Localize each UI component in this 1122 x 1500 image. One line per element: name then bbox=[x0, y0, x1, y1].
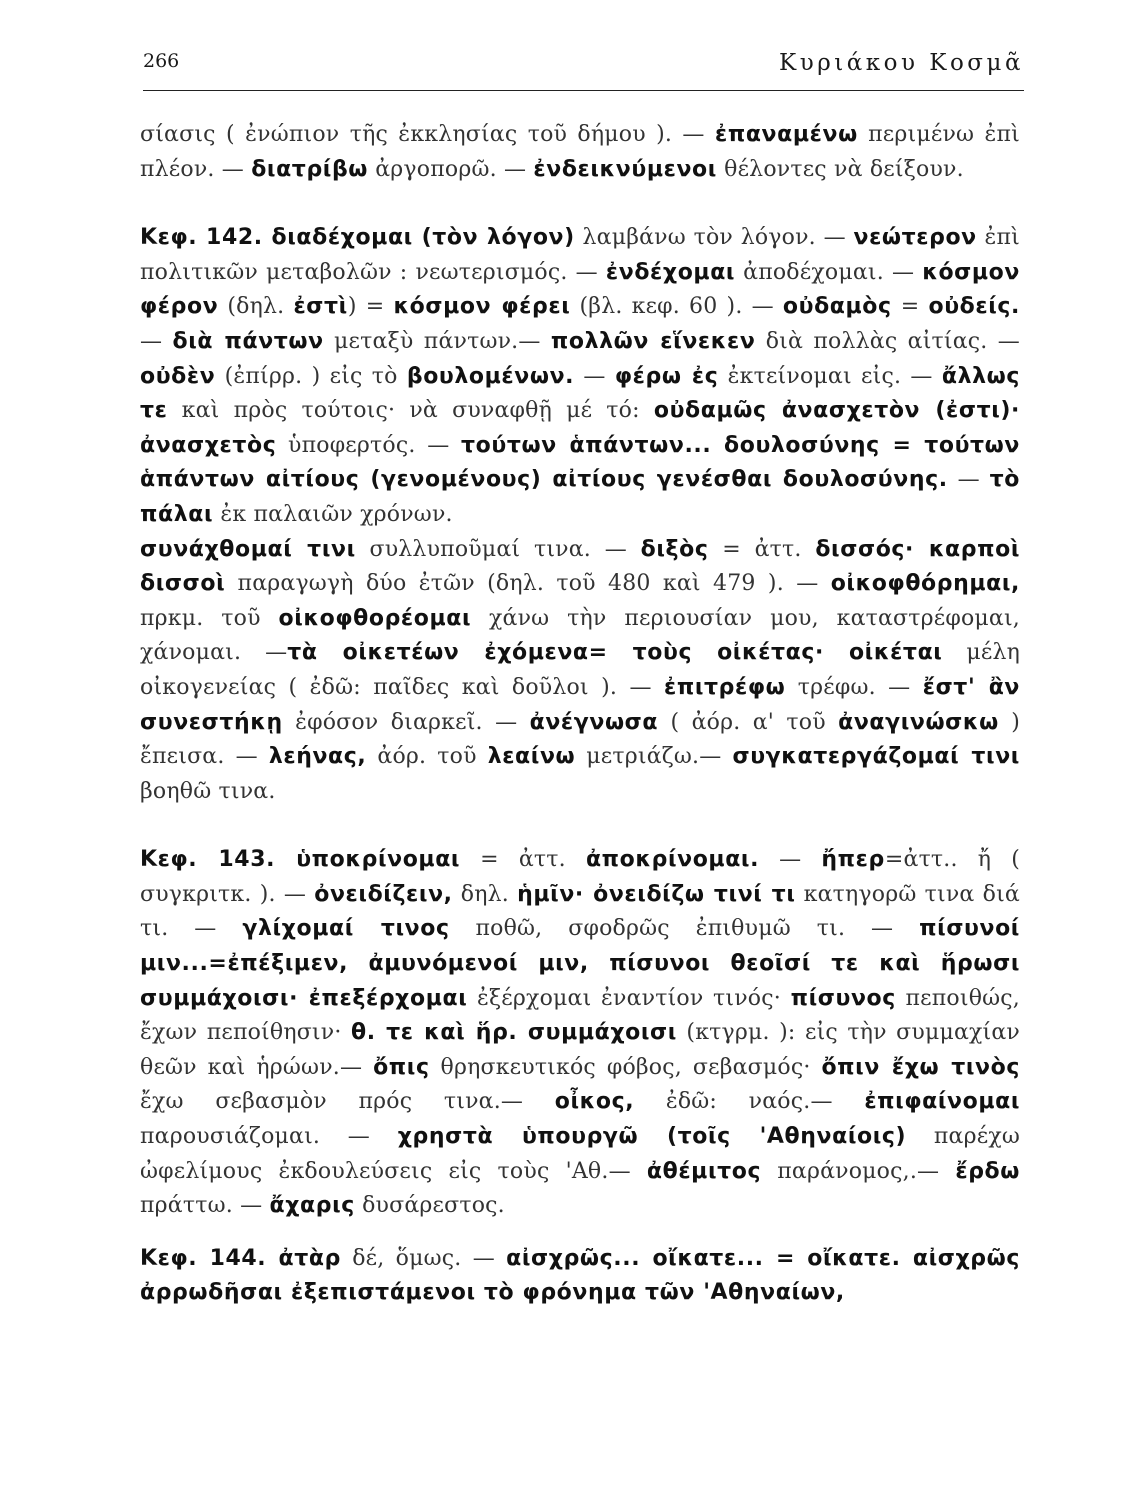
gloss-text: ) ἔπεισα. — bbox=[140, 709, 1020, 770]
headword-term: Κεφ. 143. ὑποκρίνομαι bbox=[140, 847, 461, 873]
paragraph-chapter-143 bbox=[140, 843, 1020, 1224]
headword-term: Κεφ. 142. διαδέχομαι (τὸν λόγον) bbox=[140, 225, 575, 251]
gloss-text: τρέφω. — bbox=[785, 674, 923, 700]
gloss-text: καὶ πρὸς τούτοις· νὰ συναφθῇ μέ τό: bbox=[167, 398, 654, 424]
gloss-text: πεποιθώς, ἔχων πεποίθησιν· bbox=[140, 985, 1021, 1046]
headword-term: πίσυνος bbox=[790, 985, 896, 1011]
headword-term: χρηστὰ ὑπουργῶ (τοῖς 'Αθηναίοις) bbox=[397, 1124, 907, 1150]
gloss-text: παράνομος,.— bbox=[761, 1158, 956, 1184]
gloss-text: ἐφόσον διαρκεῖ. — bbox=[282, 709, 530, 735]
headword-term: Κεφ. 144. ἀτὰρ bbox=[140, 1245, 341, 1271]
gloss-text: δέ, ὅμως. — bbox=[340, 1245, 507, 1271]
headword-term: δισσός· καρποὶ δισσοὶ bbox=[140, 536, 1020, 597]
gloss-text: ἐπὶ πολιτικῶν μεταβολῶν : νεωτερισμός. — bbox=[140, 225, 1020, 285]
headword-term: νεώτερον bbox=[853, 225, 977, 251]
gloss-text: — bbox=[759, 847, 822, 873]
gloss-text: διὰ πολλὰς αἰτίας. — bbox=[755, 328, 1021, 354]
gloss-text: χάνω τὴν περιουσίαν μου, καταστρέφομαι, χάνομαι. — bbox=[140, 605, 1020, 666]
gloss-text: λαμβάνω τὸν λόγον. — bbox=[574, 225, 854, 251]
headword-term: διατρίβω bbox=[251, 156, 369, 182]
headword-term: ἐπιφαίνομαι bbox=[864, 1089, 1021, 1115]
gloss-text: (βλ. κεφ. 60 ). — bbox=[570, 294, 783, 320]
gloss-text: σίασις ( ἐνώπιον τῆς ἐκκλησίας τοῦ δήμου ). — bbox=[140, 122, 715, 147]
gloss-text: πράττω. — bbox=[140, 1193, 270, 1219]
page-number: 266 bbox=[143, 50, 180, 72]
headword-term: ἀποκρίνομαι. bbox=[585, 847, 760, 873]
gloss-text: μετριάζω.— bbox=[575, 744, 733, 770]
headword-term: τὰ οἰκετέων ἐχόμενα= τοὺς οἰκέτας· οἰκέται bbox=[287, 640, 943, 666]
headword-term: ἀνέγνωσα bbox=[529, 709, 659, 735]
gloss-text: κατηγορῶ τινα διά τι. — bbox=[140, 881, 1020, 942]
paragraph-continuation bbox=[140, 118, 1020, 187]
headword-term: ἐπαναμένω bbox=[714, 122, 858, 147]
headword-term: οὐδείς. bbox=[928, 294, 1020, 320]
headword-term: ὀνειδίζειν, bbox=[314, 881, 453, 907]
headword-term: φέρω ἐς bbox=[614, 363, 719, 389]
gloss-text: ἐδῶ: ναός.— bbox=[634, 1089, 865, 1115]
headword-term: θ. τε καὶ ἥρ. συμμάχοισι bbox=[350, 1020, 677, 1046]
headword-term: ἡμῖν· ὀνειδίζω τινί τι bbox=[517, 881, 796, 907]
headword-term: ἔρδω bbox=[955, 1158, 1020, 1184]
gloss-text: (δηλ. bbox=[218, 294, 294, 320]
paragraph-chapter-142-cont bbox=[140, 533, 1020, 810]
gloss-text: ποθῶ, σφοδρῶς ἐπιθυμῶ τι. — bbox=[449, 916, 920, 942]
headword-term: ἤπερ bbox=[821, 847, 885, 873]
headword-term: συγκατεργάζομαί τινι bbox=[732, 744, 1020, 770]
headword-term: πολλῶν εἵνεκεν bbox=[550, 328, 756, 354]
headword-term: αἰσχρῶς... οἴκατε... = οἴκατε. αἰσχρῶς ἀρρωδῆσαι ἐξεπιστάμενοι τὸ φρόνημα τῶν 'Αθηναίων, bbox=[140, 1245, 1020, 1306]
gloss-text: πρκμ. τοῦ bbox=[140, 605, 279, 631]
headword-term: πίσυνοί μιν...=ἐπέξιμεν, ἀμυνόμενοί μιν, πίσυνοι θεοῖσί τε καὶ ἥρωσι συμμάχοισι· ἐπεξέρχομαι bbox=[140, 916, 1020, 1011]
gloss-text: δυσάρεστος. bbox=[354, 1193, 505, 1219]
gloss-text: θρησκευτικός φόβος, σεβασμός· bbox=[429, 1054, 822, 1080]
headword-term: βουλομένων. bbox=[406, 363, 575, 389]
gloss-text: ἀποδέχομαι. — bbox=[735, 259, 923, 285]
gloss-text: (κτγρμ. ): εἰς τὴν συμμαχίαν θεῶν καὶ ἡρώων.— bbox=[140, 1020, 1020, 1080]
page-header bbox=[143, 44, 1024, 91]
headword-term: τὸ πάλαι bbox=[140, 467, 1021, 527]
gloss-text: ἀργοπορῶ. — bbox=[368, 156, 534, 182]
headword-term: συνάχθομαί τινι bbox=[140, 536, 356, 562]
gloss-text: μέλη οἰκογενείας ( ἐδῶ: παῖδες καὶ δοῦλοι ). — bbox=[140, 640, 1020, 700]
gloss-text: βοηθῶ τινα. bbox=[140, 778, 276, 804]
headword-term: τούτων ἁπάντων... δουλοσύνης = τούτων ἁπάντων αἰτίους (γενομένους) αἰτίους γενέσθαι δουλοσύνης. bbox=[140, 432, 1020, 493]
gloss-text: = ἀττ. bbox=[460, 847, 586, 873]
gloss-text: ἐκτείνομαι εἰς. — bbox=[718, 363, 942, 389]
gloss-text: ( ἀόρ. α' τοῦ bbox=[658, 709, 839, 735]
headword-term: οἶκος, bbox=[554, 1089, 635, 1115]
gloss-text: παραγωγὴ δύο ἐτῶν (δηλ. τοῦ 480 καὶ 479 ). — bbox=[225, 571, 831, 597]
headword-term: ἀναγινώσκω bbox=[838, 709, 999, 735]
headword-term: οὐδὲν bbox=[140, 363, 216, 389]
headword-term: διξὸς bbox=[640, 536, 709, 562]
gloss-text: παρουσιάζομαι. — bbox=[140, 1124, 398, 1150]
headword-term: ὄπις bbox=[373, 1054, 430, 1080]
gloss-text: ὑποφερτός. — bbox=[276, 432, 462, 458]
gloss-text: ἐκ παλαιῶν χρόνων. bbox=[213, 501, 453, 527]
paragraph-chapter-144 bbox=[140, 1242, 1020, 1311]
gloss-text: ἀόρ. τοῦ bbox=[366, 744, 488, 770]
gloss-text: μεταξὺ πάντων.— bbox=[323, 328, 551, 354]
headword-term: οὐδαμῶς ἀνασχετὸν (ἐστι)· ἀνασχετὸς bbox=[140, 398, 1020, 458]
headword-term: ἐπιτρέφω bbox=[664, 674, 786, 700]
page-body bbox=[140, 118, 1020, 1311]
gloss-text: — bbox=[947, 467, 990, 493]
gloss-text: = bbox=[891, 294, 929, 320]
gloss-text: παρέχω ὠφελίμους ἐκδουλεύσεις εἰς τοὺς 'Αθ.— bbox=[140, 1124, 1021, 1184]
gloss-text: = ἀττ. bbox=[708, 536, 816, 562]
headword-term: ἀθέμιτος bbox=[646, 1158, 762, 1184]
headword-term: ἄχαρις bbox=[269, 1193, 355, 1219]
headword-term: οὐδαμὸς bbox=[782, 294, 892, 320]
gloss-text: θέλοντες νὰ δείξουν. bbox=[716, 156, 964, 182]
gloss-text: ) = bbox=[347, 294, 394, 320]
headword-term: κόσμον φέρον bbox=[140, 259, 1020, 320]
gloss-text: περιμένω ἐπὶ πλέον. — bbox=[140, 122, 1020, 182]
gloss-text: — bbox=[140, 328, 173, 354]
headword-term: ἐνδεικνύμενοι bbox=[533, 156, 717, 182]
headword-term: ἔστ' ἂν συνεστήκῃ bbox=[140, 674, 1020, 735]
running-title: Κυριάκου Κοσμᾶ bbox=[779, 50, 1024, 76]
headword-term: οἰκοφθόρημαι, bbox=[830, 571, 1020, 597]
headword-term: ἄλλως τε bbox=[140, 363, 1020, 424]
headword-term: λεαίνω bbox=[487, 744, 576, 770]
headword-term: ὄπιν ἔχω τινὸς bbox=[821, 1054, 1020, 1080]
gloss-text: ἐξέρχομαι ἐναντίον τινός· bbox=[467, 985, 791, 1011]
gloss-text: =ἀττ.. ἤ ( συγκριτκ. ). — bbox=[140, 847, 1020, 907]
gloss-text: συλλυποῦμαί τινα. — bbox=[355, 536, 641, 562]
headword-term: γλίχομαί τινος bbox=[242, 916, 450, 942]
gloss-text: — bbox=[574, 363, 615, 389]
gloss-text: ἔχω σεβασμὸν πρός τινα.— bbox=[140, 1089, 555, 1115]
headword-term: κόσμον φέρει bbox=[393, 294, 571, 320]
headword-term: διὰ πάντων bbox=[172, 328, 324, 354]
gloss-text: (ἐπίρρ. ) εἰς τὸ bbox=[215, 363, 407, 389]
headword-term: λεήνας, bbox=[268, 744, 367, 770]
headword-term: οἰκοφθορέομαι bbox=[278, 605, 472, 631]
headword-term: ἐστὶ bbox=[293, 294, 348, 320]
headword-term: ἐνδέχομαι bbox=[605, 259, 736, 285]
gloss-text: δηλ. bbox=[452, 881, 518, 907]
paragraph-chapter-142 bbox=[140, 221, 1020, 532]
